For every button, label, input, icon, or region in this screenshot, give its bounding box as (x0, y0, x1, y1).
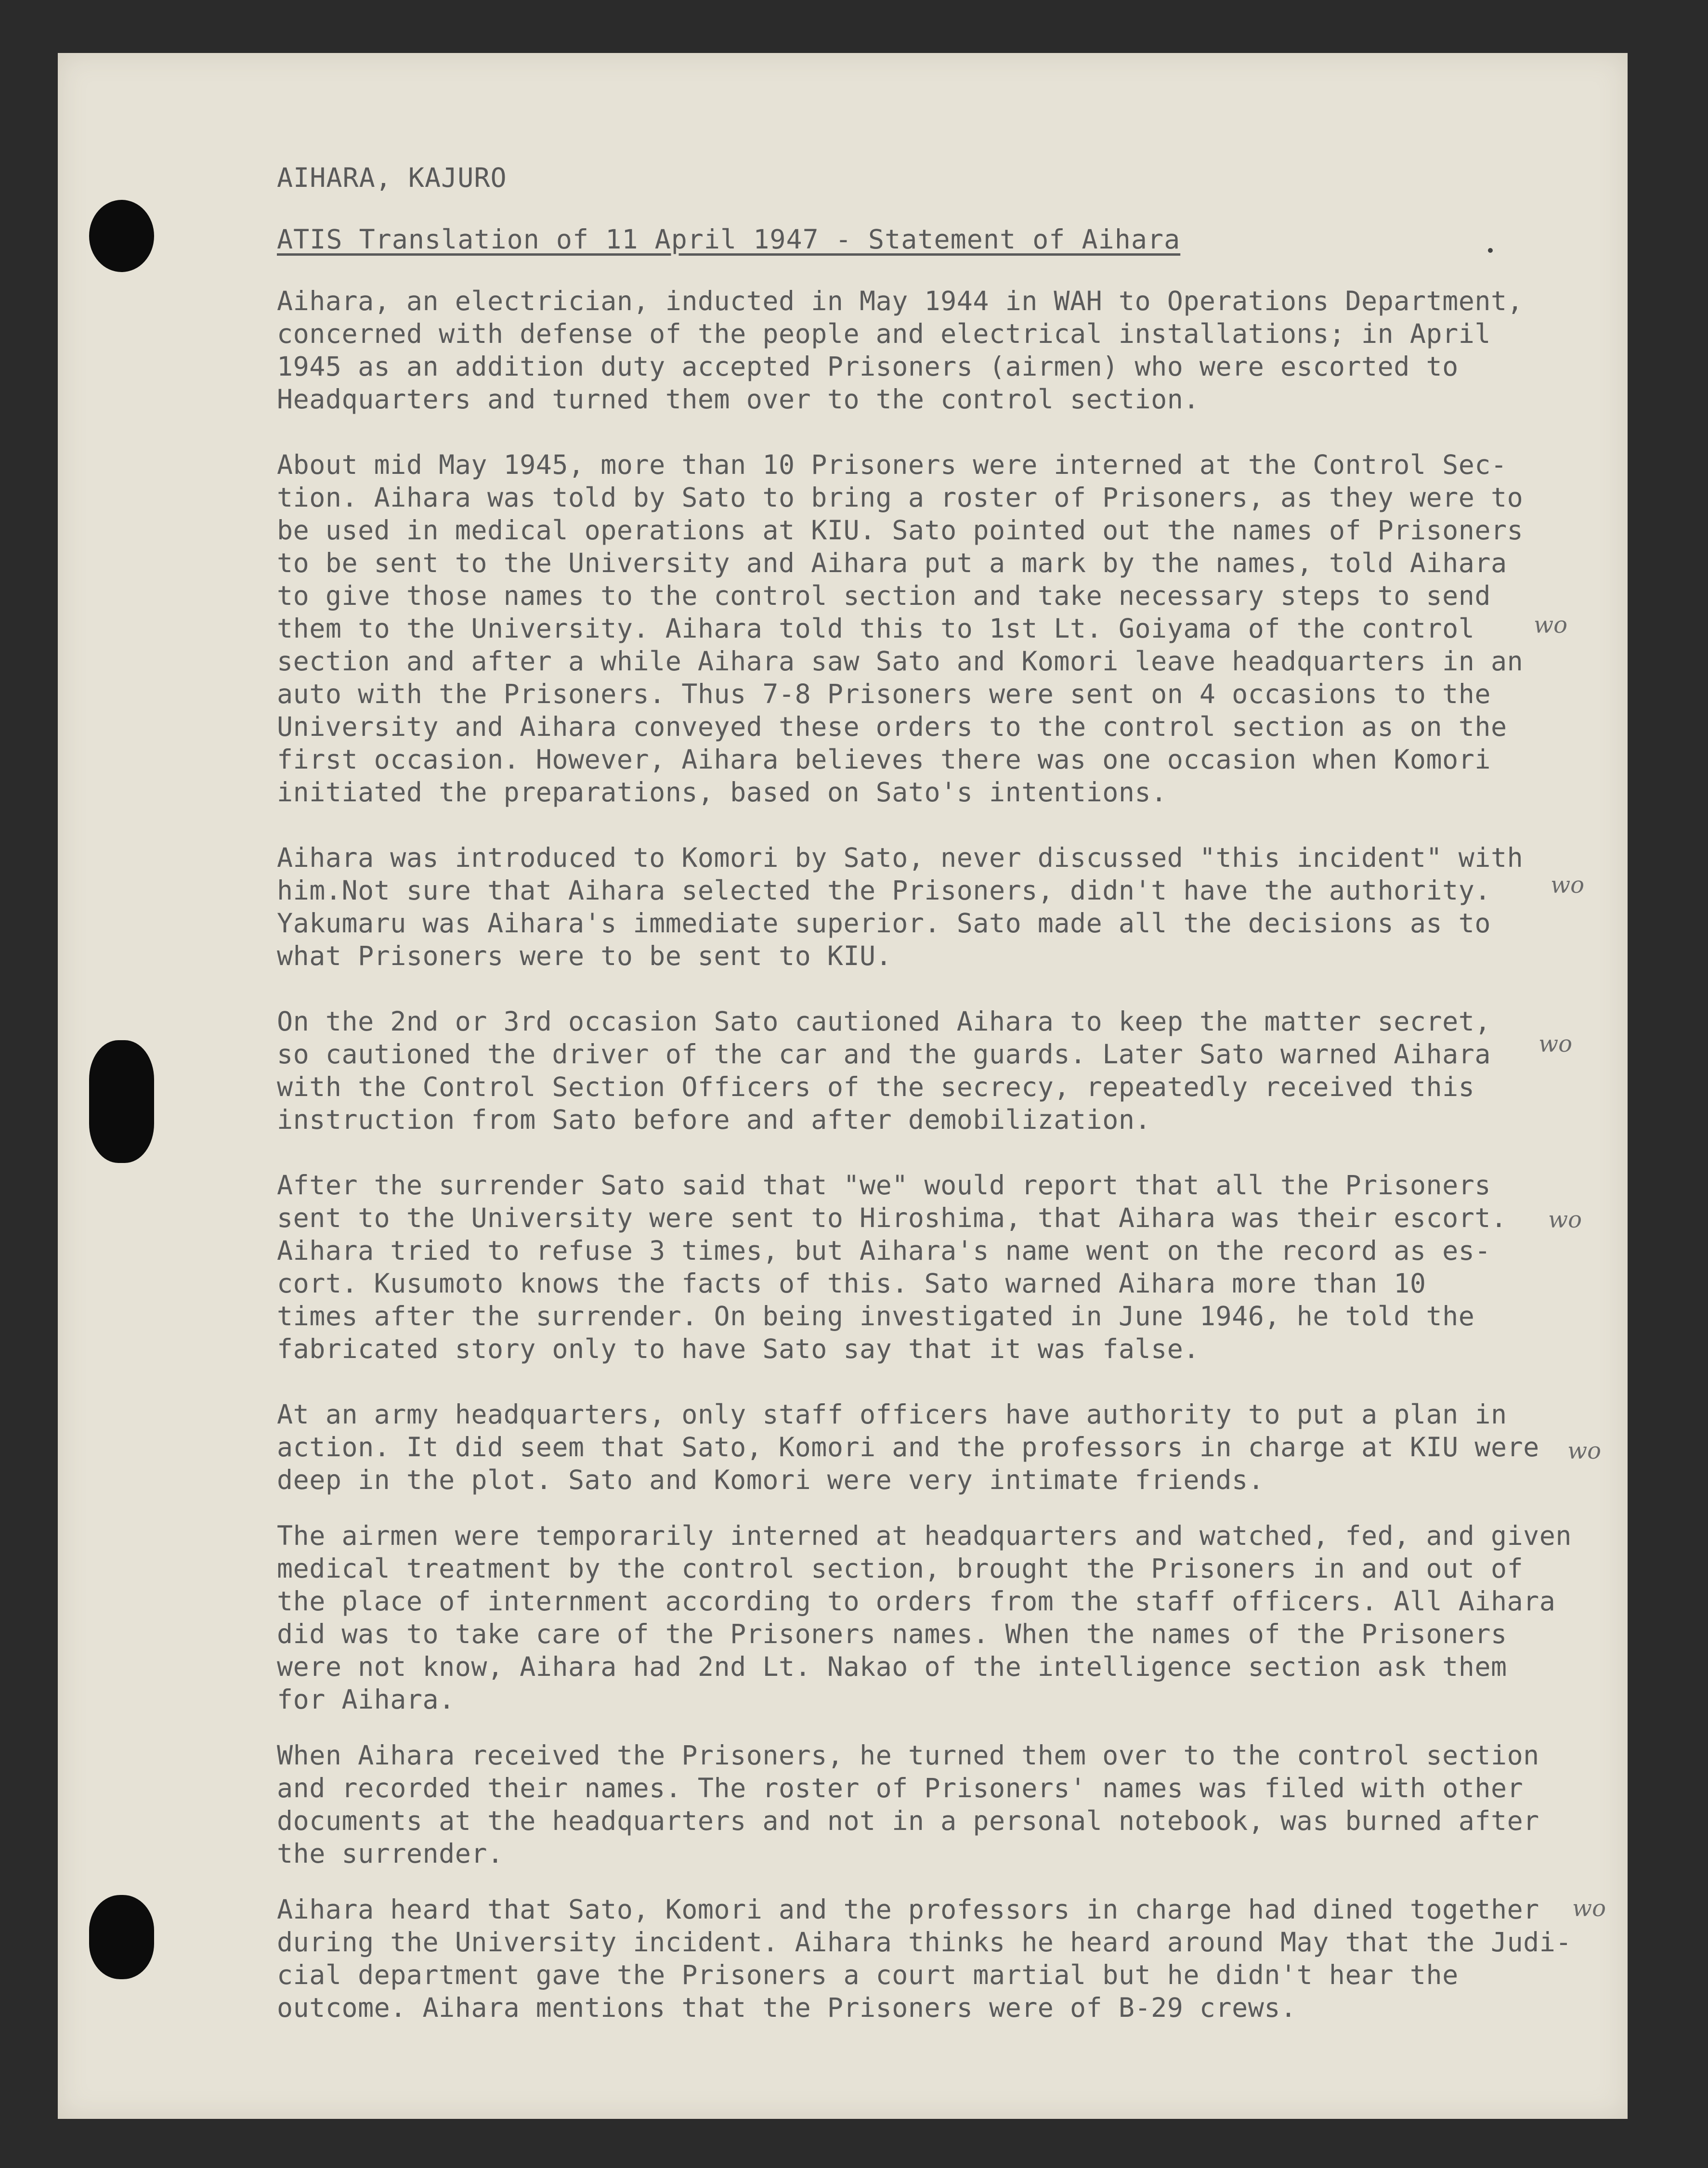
paragraph-2: About mid May 1945, more than 10 Prisoners were interned at the Control Sec- tion. Aihara was told by Sato to bring a roster of Prisoners, as they were to be used in medical operations at KIU. Sato pointed out the names of Prisoners to be sent to the University and Aihara put a mark by the names, told Aihara to give those names to the control section and take necessary steps to send them to the University. Aihara told this to 1st Lt. Goiyama of the control section and after a while Aihara saw Sato and Komori leave headquarters in an auto with the Prisoners. Thus 7-8 Prisoners were sent on 4 occasions to the University and Aihara conveyed these orders to the control section as on the first occasion. However, Aihara believes there was one occasion when Komori initiated the preparations, based on Sato's intentions. (277, 449, 1524, 808)
paragraph-1: Aihara, an electrician, inducted in May 1944 in WAH to Operations Department, concerned with defense of the people and electrical installations; in April 1945 as an addition duty accepted Prisoners (airmen) who were escorted to Headquarters and turned them over to the control section. (277, 286, 1524, 415)
paragraph-3: Aihara was introduced to Komori by Sato, never discussed "this incident" with him.Not sure that Aihara selected the Prisoners, didn't have the authority. Yakumaru was Aihara's immediate superior. Sato made all the decisions as to what Prisoners were to be sent to KIU. (277, 842, 1524, 971)
paragraph-8: When Aihara received the Prisoners, he turned them over to the control section and recorded their names. The roster of Prisoners' names was filed with other documents at the headquarters and not in a personal notebook, was burned after the surrender. (277, 1740, 1539, 1869)
paragraph-4: On the 2nd or 3rd occasion Sato cautioned Aihara to keep the matter secret, so cautioned the driver of the car and the guards. Later Sato warned Aihara with the Control Section Officers of the secrecy, repeatedly received this instruction from Sato before and after demobilization. (277, 1006, 1491, 1135)
paragraph-9: Aihara heard that Sato, Komori and the professors in charge had dined together during the University incident. Aihara thinks he heard around May that the Judi- cial department gave the Prisoners a court martial but he didn't hear the outcome. Aihara mentions that the Prisoners were of B-29 crews. (277, 1894, 1572, 2023)
punch-hole-top (89, 200, 154, 272)
punch-hole-middle (89, 1040, 154, 1163)
margin-initials-6: wo (1572, 1895, 1606, 1922)
document-title: ATIS Translation of 11 April 1947 - Statement of Aihara (277, 224, 1181, 255)
paragraph-7: The airmen were temporarily interned at headquarters and watched, fed, and given medical treatment by the control section, brought the Prisoners in and out of the place of internment according to orders from the staff officers. All Aihara did was to take care of the Prisoners names. When the names of the Prisoners were not know, Aihara had 2nd Lt. Nakao of the intelligence section ask them for Aihara. (277, 1520, 1572, 1715)
margin-initials-4: wo (1548, 1206, 1582, 1233)
paragraph-6: At an army headquarters, only staff officers have authority to put a plan in action. It did seem that Sato, Komori and the professors in charge at KIU were deep in the plot. Sato and Komori were very intimate friends. (277, 1399, 1539, 1495)
document-header: AIHARA, KAJURO (277, 162, 507, 193)
margin-initials-5: wo (1567, 1437, 1601, 1464)
document-body (277, 161, 1606, 2047)
paragraph-5: After the surrender Sato said that "we" would report that all the Prisoners sent to the University were sent to Hiroshima, that Aihara was their escort. Aihara tried to refuse 3 times, but Aihara's name went on the record as es- cort. Kusumoto knows the facts of this. Sato warned Aihara more than 10 times after the surrender. On being investigated in June 1946, he told the fabricated story only to have Sato say that it was false. (277, 1170, 1507, 1364)
margin-initials-3: wo (1539, 1031, 1572, 1058)
margin-initials-1: wo (1534, 612, 1567, 639)
punch-hole-bottom (89, 1895, 154, 1979)
margin-initials-2: wo (1551, 872, 1584, 899)
